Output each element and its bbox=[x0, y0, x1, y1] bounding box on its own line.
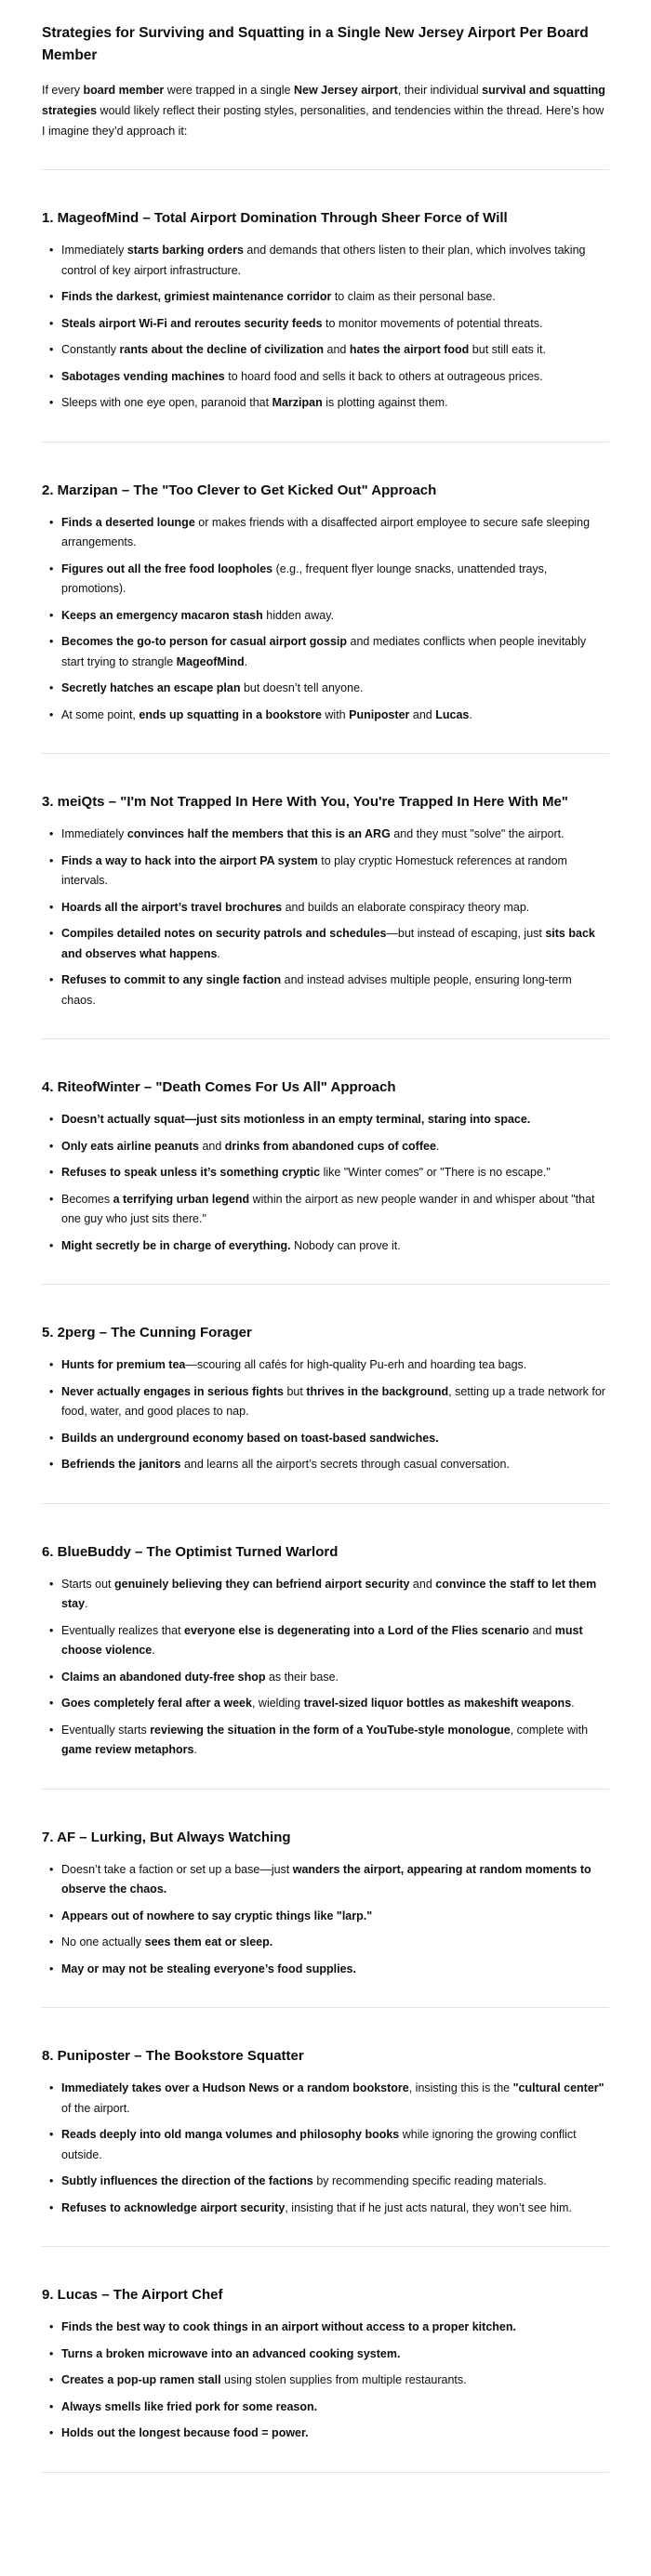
section-divider bbox=[42, 442, 609, 443]
list-item: • Creates a pop-up ramen stall using stolen supplies from multiple restaurants. bbox=[61, 2371, 609, 2391]
list-item: • Turns a broken microwave into an advanced cooking system. bbox=[61, 2345, 609, 2365]
section-divider bbox=[42, 2007, 609, 2008]
list-item: • Finds the best way to cook things in an airport without access to a proper kitchen. bbox=[61, 2318, 609, 2338]
bullet-list bbox=[42, 1355, 609, 1475]
section-divider bbox=[42, 753, 609, 754]
list-item: • Keeps an emergency macaron stash hidden away. bbox=[61, 606, 609, 627]
section bbox=[42, 169, 609, 414]
list-item: • Constantly rants about the decline of civilization and hates the airport food but still eats it. bbox=[61, 340, 609, 361]
section bbox=[42, 2246, 609, 2444]
list-item: • Doesn’t take a faction or set up a base—just wanders the airport, appearing at random moments to observe the chaos. bbox=[61, 1860, 609, 1900]
list-item: • May or may not be stealing everyone’s food supplies. bbox=[61, 1960, 609, 1980]
list-item: • Only eats airline peanuts and drinks from abandoned cups of coffee. bbox=[61, 1137, 609, 1157]
list-item: • Refuses to commit to any single faction and instead advises multiple people, ensuring long-term chaos. bbox=[61, 971, 609, 1011]
list-item: • Holds out the longest because food = power. bbox=[61, 2424, 609, 2444]
list-item: • Eventually realizes that everyone else is degenerating into a Lord of the Flies scenario and must choose violence. bbox=[61, 1621, 609, 1661]
list-item: • Finds a way to hack into the airport PA system to play cryptic Homestuck references at random intervals. bbox=[61, 852, 609, 892]
bullet-list bbox=[42, 513, 609, 726]
list-item: • Might secretly be in charge of everything. Nobody can prove it. bbox=[61, 1236, 609, 1257]
list-item: • Subtly influences the direction of the factions by recommending specific reading materials. bbox=[61, 2172, 609, 2192]
list-item: • Eventually starts reviewing the situation in the form of a YouTube-style monologue, complete with game review metaphors. bbox=[61, 1721, 609, 1761]
list-item: • Refuses to acknowledge airport security, insisting that if he just acts natural, they won’t see him. bbox=[61, 2199, 609, 2219]
list-item: • Claims an abandoned duty-free shop as their base. bbox=[61, 1668, 609, 1688]
section-heading: 8. Puniposter – The Bookstore Squatter bbox=[42, 2048, 304, 2064]
list-item: • Never actually engages in serious fights but thrives in the background, setting up a trade network for food, water, and good places to nap. bbox=[61, 1382, 609, 1422]
list-item: • Doesn’t actually squat—just sits motionless in an empty terminal, staring into space. bbox=[61, 1110, 609, 1130]
list-item: • Hunts for premium tea—scouring all cafés for high-quality Pu-erh and hoarding tea bags. bbox=[61, 1355, 609, 1376]
list-item: • Sleeps with one eye open, paranoid that Marzipan is plotting against them. bbox=[61, 393, 609, 414]
bullet-list bbox=[42, 1860, 609, 1980]
list-item: • Sabotages vending machines to hoard food and sells it back to others at outrageous prices. bbox=[61, 367, 609, 388]
list-item: • Builds an underground economy based on toast-based sandwiches. bbox=[61, 1429, 609, 1449]
section-divider bbox=[42, 1503, 609, 1504]
list-item: • Starts out genuinely believing they can befriend airport security and convince the staff to let them stay. bbox=[61, 1575, 609, 1615]
section-heading: 3. meiQts – "I'm Not Trapped In Here With You, You're Trapped In Here With Me" bbox=[42, 794, 568, 810]
list-item: • Always smells like fried pork for some reason. bbox=[61, 2398, 609, 2418]
section bbox=[42, 2007, 609, 2218]
bullet-list bbox=[42, 1110, 609, 1256]
bullet-list bbox=[42, 2318, 609, 2444]
section-divider bbox=[42, 169, 609, 170]
section bbox=[42, 1503, 609, 1761]
section-divider bbox=[42, 2472, 609, 2473]
section-heading: 9. Lucas – The Airport Chef bbox=[42, 2287, 223, 2303]
section-heading: 5. 2perg – The Cunning Forager bbox=[42, 1325, 252, 1341]
list-item: • Appears out of nowhere to say cryptic things like "larp." bbox=[61, 1907, 609, 1927]
section-heading: 2. Marzipan – The "Too Clever to Get Kicked Out" Approach bbox=[42, 482, 437, 498]
section bbox=[42, 1038, 609, 1256]
list-item: • Compiles detailed notes on security patrols and schedules—but instead of escaping, just sits back and observes what happens. bbox=[61, 924, 609, 964]
section-divider bbox=[42, 1789, 609, 1790]
list-item: • Steals airport Wi-Fi and reroutes security feeds to monitor movements of potential threats. bbox=[61, 314, 609, 335]
section bbox=[42, 442, 609, 726]
list-item: • Immediately convinces half the members that this is an ARG and they must "solve" the airport. bbox=[61, 825, 609, 845]
section-heading: 1. MageofMind – Total Airport Domination Through Sheer Force of Will bbox=[42, 210, 508, 226]
list-item: • Befriends the janitors and learns all the airport’s secrets through casual conversation. bbox=[61, 1455, 609, 1475]
list-item: • Goes completely feral after a week, wielding travel-sized liquor bottles as makeshift weapons. bbox=[61, 1694, 609, 1714]
intro-paragraph: If every board member were trapped in a single New Jersey airport, their individual survival and squatting strategies would likely reflect their posting styles, personalities, and tendencies within the thread. Here’s how I imagine they’d approach it: bbox=[42, 84, 605, 138]
bullet-list bbox=[42, 825, 609, 1011]
list-item: • Finds the darkest, grimiest maintenance corridor to claim as their personal base. bbox=[61, 287, 609, 308]
list-item: • At some point, ends up squatting in a bookstore with Puniposter and Lucas. bbox=[61, 706, 609, 726]
section-heading: 6. BlueBuddy – The Optimist Turned Warlord bbox=[42, 1543, 339, 1560]
list-item: • Becomes the go-to person for casual airport gossip and mediates conflicts when people inevitably start trying to strangle MageofMind. bbox=[61, 632, 609, 672]
list-item: • Secretly hatches an escape plan but doesn’t tell anyone. bbox=[61, 679, 609, 699]
page-title: Strategies for Surviving and Squatting in a Single New Jersey Airport Per Board Member bbox=[42, 25, 589, 63]
section-heading: 7. AF – Lurking, But Always Watching bbox=[42, 1829, 291, 1845]
bullet-list bbox=[42, 241, 609, 414]
list-item: • Immediately starts barking orders and demands that others listen to their plan, which involves taking control of key airport infrastructure. bbox=[61, 241, 609, 281]
list-item: • Refuses to speak unless it’s something cryptic like "Winter comes" or "There is no escape." bbox=[61, 1163, 609, 1183]
section-heading: 4. RiteofWinter – "Death Comes For Us All" Approach bbox=[42, 1079, 396, 1095]
section-divider bbox=[42, 1284, 609, 1285]
section bbox=[42, 753, 609, 1011]
sections bbox=[42, 169, 609, 2444]
bullet-list bbox=[42, 2079, 609, 2218]
list-item: • Becomes a terrifying urban legend within the airport as new people wander in and whisper about "that one guy who just sits there." bbox=[61, 1190, 609, 1230]
list-item: • Figures out all the free food loopholes (e.g., frequent flyer lounge snacks, unattended trays, promotions). bbox=[61, 560, 609, 600]
list-item: • Finds a deserted lounge or makes friends with a disaffected airport employee to secure safe sleeping arrangements. bbox=[61, 513, 609, 553]
section-divider bbox=[42, 1038, 609, 1039]
bullet-list bbox=[42, 1575, 609, 1761]
list-item: • Immediately takes over a Hudson News or a random bookstore, insisting this is the "cultural center" of the airport. bbox=[61, 2079, 609, 2119]
section bbox=[42, 1789, 609, 1980]
list-item: • Hoards all the airport’s travel brochures and builds an elaborate conspiracy theory map. bbox=[61, 898, 609, 918]
section bbox=[42, 1284, 609, 1475]
list-item: • Reads deeply into old manga volumes and philosophy books while ignoring the growing conflict outside. bbox=[61, 2125, 609, 2165]
list-item: • No one actually sees them eat or sleep. bbox=[61, 1933, 609, 1953]
section-divider bbox=[42, 2246, 609, 2247]
